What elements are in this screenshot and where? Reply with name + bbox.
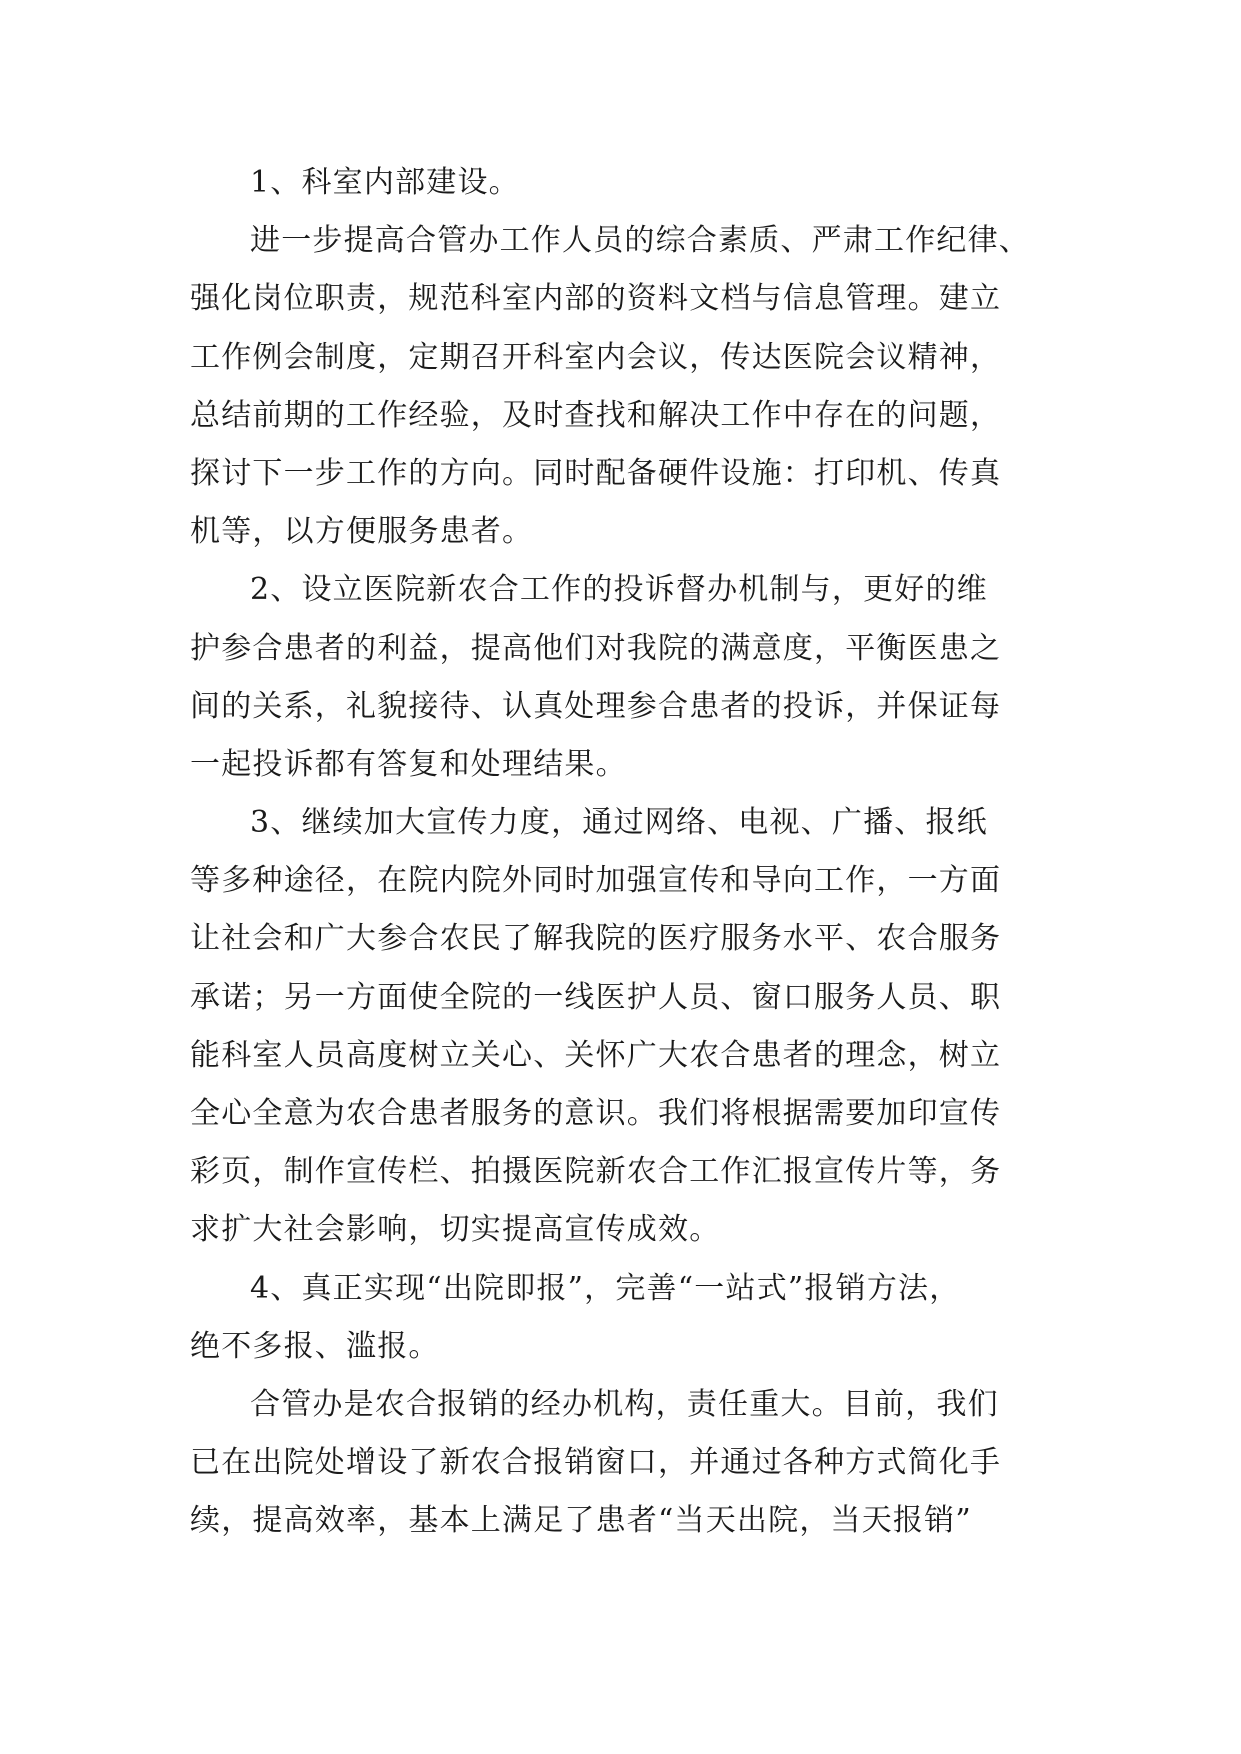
- text-line: 4、真正实现“出院即报”，完善“一站式”报销方法，: [250, 1270, 961, 1306]
- text-line: 等多种途径，在院内院外同时加强宣传和导向工作，一方面: [190, 863, 1002, 899]
- text-line: 总结前期的工作经验，及时查找和解决工作中存在的问题，: [190, 397, 1002, 433]
- text-line: 让社会和广大参合农民了解我院的医疗服务水平、农合服务: [190, 921, 1002, 957]
- text-line: 间的关系，礼貌接待、认真处理参合患者的投诉，并保证每: [190, 688, 1002, 724]
- text-line: 续，提高效率，基本上满足了患者“当天出院，当天报销”: [190, 1503, 972, 1539]
- text-line: 全心全意为农合患者服务的意识。我们将根据需要加印宣传: [190, 1096, 1002, 1131]
- document-body: [190, 154, 1050, 1551]
- text-line: 工作例会制度，定期召开科室内会议，传达医院会议精神，: [190, 339, 1002, 375]
- text-line: 强化岗位职责，规范科室内部的资料文档与信息管理。建立: [190, 281, 1002, 317]
- text-line: 探讨下一步工作的方向。同时配备硬件设施：打印机、传真: [190, 455, 1002, 491]
- text-line: 合管办是农合报销的经办机构，责任重大。目前，我们: [250, 1386, 999, 1422]
- text-line: 求扩大社会影响，切实提高宣传成效。: [190, 1212, 721, 1248]
- text-line: 护参合患者的利益，提高他们对我院的满意度，平衡医患之: [190, 630, 1002, 666]
- text-line: 彩页，制作宣传栏、拍摄医院新农合工作汇报宣传片等，务: [190, 1154, 1002, 1190]
- text-line: 绝不多报、滥报。: [190, 1328, 440, 1364]
- text-line: 承诺；另一方面使全院的一线医护人员、窗口服务人员、职: [190, 979, 1002, 1015]
- text-line: 一起投诉都有答复和处理结果。: [190, 746, 627, 782]
- text-line: 2、设立医院新农合工作的投诉督办机制与，更好的维: [250, 572, 988, 608]
- text-line: 机等，以方便服务患者。: [190, 514, 534, 550]
- text-line: 已在出院处增设了新农合报销窗口，并通过各种方式简化手: [190, 1445, 1002, 1481]
- text-line: 进一步提高合管办工作人员的综合素质、严肃工作纪律、: [250, 223, 1030, 259]
- text-line: 3、继续加大宣传力度，通过网络、电视、广播、报纸: [250, 805, 988, 841]
- text-line: 1、科室内部建设。: [250, 165, 520, 200]
- text-line: 能科室人员高度树立关心、关怀广大农合患者的理念，树立: [190, 1037, 1002, 1073]
